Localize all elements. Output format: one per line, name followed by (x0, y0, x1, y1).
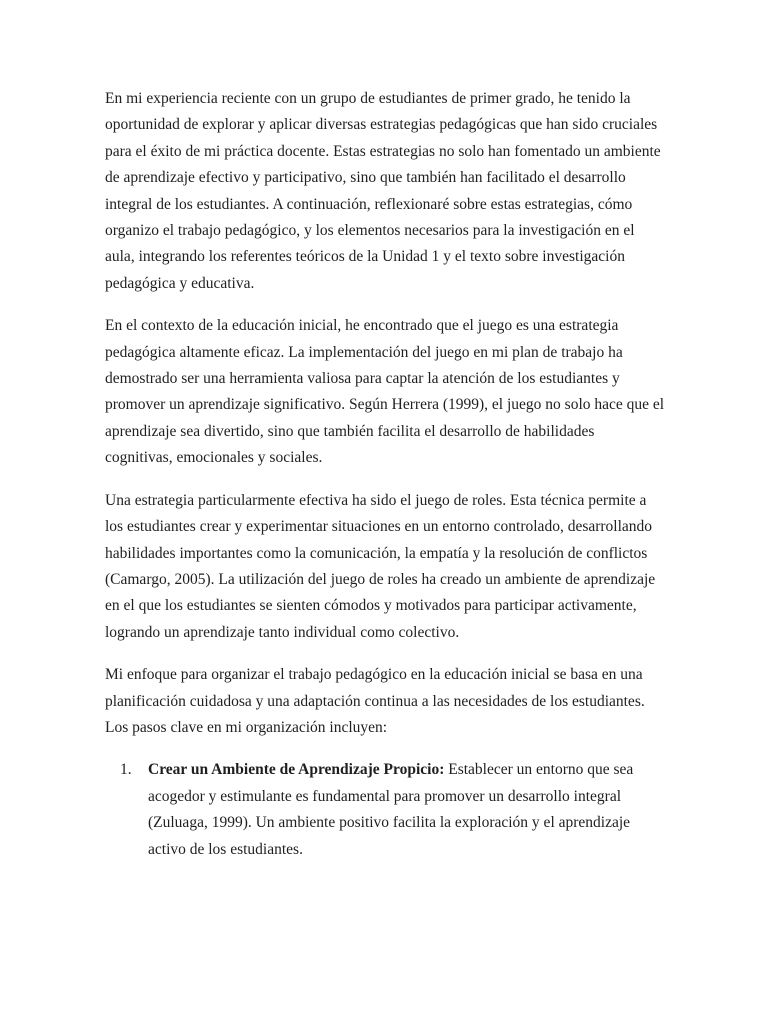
list-item-number: 1. (120, 761, 132, 779)
paragraph-juego-de-roles: Una estrategia particularmente efectiva ha sido el juego de roles. Esta técnica permite a los estudiantes crear y experimentar situaciones en un entorno controlado, desarrollando habilidades importantes como la comunicación, la empatía y la resolución de conflictos (Camargo, 2005). La utilización del juego de roles ha creado un ambiente de aprendizaje en el que los estudiantes se sienten cómodos y motivados para participar activamente, logrando un aprendizaje tanto individual como colectivo. (105, 491, 656, 641)
list-item-body (148, 761, 633, 857)
list-item (105, 757, 665, 863)
paragraph-juego-estrategia: En el contexto de la educación inicial, he encontrado que el juego es una estrategia pedagógica altamente eficaz. La implementación del juego en mi plan de trabajo ha demostrado ser una herramienta valiosa para captar la atención de los estudiantes y promover un aprendizaje significativo. Según Herrera (1999), el juego no solo hace que el aprendizaje sea divertido, sino que también facilita el desarrollo de habilidades cognitivas, emocionales y sociales. (105, 317, 665, 467)
list-item-bold-lead: Crear un Ambiente de Aprendizaje Propicio: (148, 761, 445, 779)
paragraph-enfoque-organizacion: Mi enfoque para organizar el trabajo pedagógico en la educación inicial se basa en una planificación cuidadosa y una adaptación continua a las necesidades de los estudiantes. Los pasos clave en mi organización incluyen: (105, 666, 645, 736)
numbered-list (105, 757, 665, 863)
document-content (105, 86, 665, 863)
paragraph-intro: En mi experiencia reciente con un grupo de estudiantes de primer grado, he tenido la oportunidad de explorar y aplicar diversas estrategias pedagógicas que han sido cruciales para el éxito de mi práctica docente. Estas estrategias no solo han fomentado un ambiente de aprendizaje efectivo y participativo, sino que también han facilitado el desarrollo integral de los estudiantes. A continuación, reflexionaré sobre estas estrategias, cómo organizo el trabajo pedagógico, y los elementos necesarios para la investigación en el aula, integrando los referentes teóricos de la Unidad 1 y el texto sobre investigación pedagógica y educativa. (105, 90, 661, 292)
list-item-text: Establecer un entorno que sea acogedor y estimulante es fundamental para promover un desarrollo integral (Zuluaga, 1999). Un ambiente positivo facilita la exploración y el aprendizaje activo de los estudiantes. (148, 761, 634, 858)
